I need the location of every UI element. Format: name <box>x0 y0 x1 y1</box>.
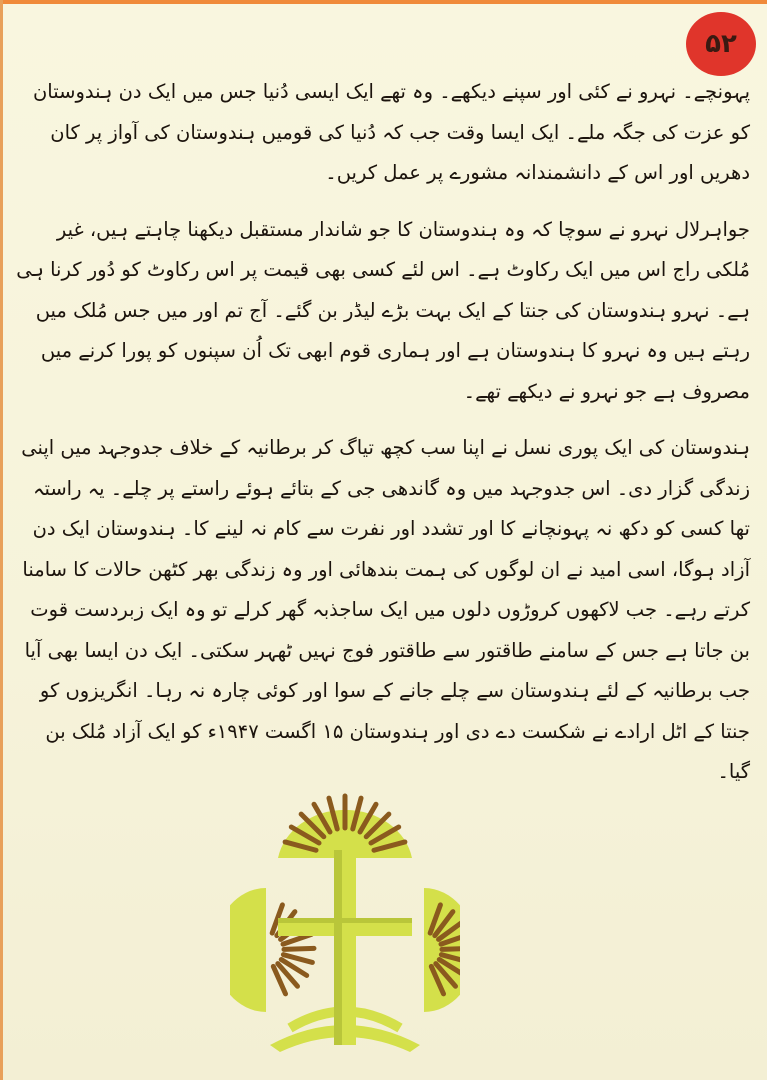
paragraph-2: جواہرلال نہرو نے سوچا کہ وہ ہندوستان کا جو شاندار مستقبل دیکھنا چاہتے ہیں، غیر مُلکی راج اس میں ایک رکاوٹ ہے۔ اس لئے کسی بھی قیمت پر اس رکاوٹ کو دُور کرنا ہی ہے۔ نہرو ہندوستان کی جنتا کے ایک بہت بڑے لیڈر بن گئے۔ آج تم اور میں جس مُلک میں رہتے ہیں وہ نہرو کا ہندوستان ہے اور ہماری قوم ابھی تک اُن سپنوں کو پورا کرنے میں مصروف ہے جو نہرو نے دیکھے تھے۔ <box>16 217 750 403</box>
page-number: ۵۲ <box>705 29 737 59</box>
page-number-badge <box>686 12 756 76</box>
paragraph-1: پہونچے۔ نہرو نے کئی اور سپنے دیکھے۔ وہ تھے ایک ایسی دُنیا جس میں ایک دن ہندوستان کو عزت کی جگہ ملے۔ ایک ایسا وقت جب کہ دُنیا کی قومیں ہندوستان کی آواز پر کان دھریں اور اس کے دانشمندانہ مشورے پر عمل کریں۔ <box>32 80 750 184</box>
top-border <box>0 0 767 4</box>
fan-emblem-icon <box>230 790 460 1055</box>
paragraph-3: ہندوستان کی ایک پوری نسل نے اپنا سب کچھ تیاگ کر برطانیہ کے خلاف جدوجہد میں اپنی زندگی گزار دی۔ اس جدوجہد میں وہ گاندھی جی کے بتائے ہوئے راستے پر چلے۔ یہ راستہ تھا کسی کو دکھ نہ پہونچانے کا اور تشدد اور نفرت سے کام نہ لینے کا۔ ہندوستان ایک دن آزاد ہوگا، اسی امید نے ان لوگوں کی ہمت بندھائی اور وہ زندگی بھر کٹھن حالات کا سامنا کرتے رہے۔ جب لاکھوں کروڑوں دلوں میں ایک ساجذبہ گھر کرلے تو وہ ایک زبردست قوت بن جاتا ہے جس کے سامنے طاقتور سے طاقتور فوج نہیں ٹھہر سکتی۔ ایک دن ایسا بھی آیا جب برطانیہ کے لئے ہندوستان سے چلے جانے کے سوا اور کوئی چارہ نہ رہا۔ انگریزوں کو جنتا کے اٹل ارادے نے شکست دے دی اور ہندوستان ۱۵ اگست ۱۹۴۷ء کو ایک آزاد مُلک بن گیا۔ <box>21 436 750 783</box>
emblem-ray <box>442 948 460 949</box>
emblem-ray <box>284 948 314 949</box>
body-text <box>10 72 750 809</box>
left-border <box>0 0 3 1080</box>
